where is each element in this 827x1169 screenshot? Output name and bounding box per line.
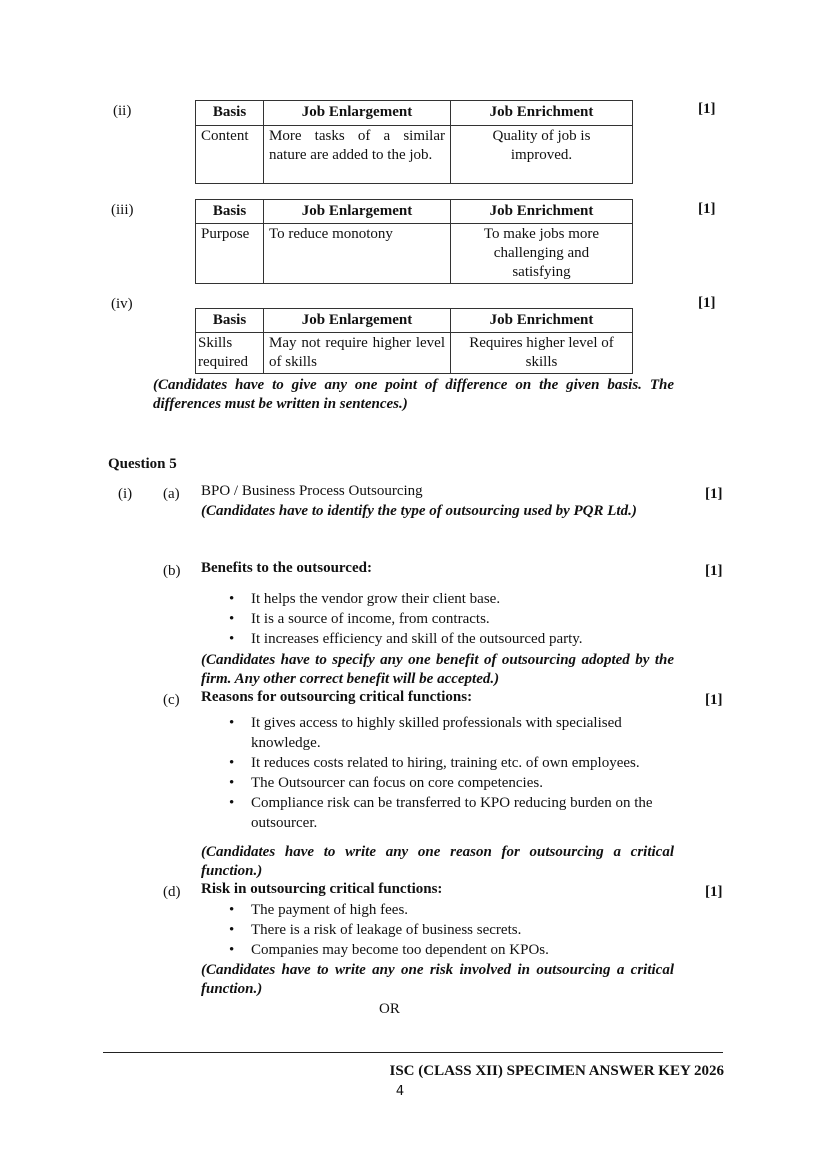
header-job-enlargement: Job Enlargement [264,200,451,224]
bullet-item: • There is a risk of leakage of business secrets. [227,920,677,940]
item-number: (iv) [111,296,133,312]
sub-label: (c) [163,692,180,708]
bullet-item: • The Outsourcer can focus on core competencies. [227,773,677,793]
candidate-note: (Candidates have to identify the type of outsourcing used by PQR Ltd.) [201,503,637,519]
cell-enrichment: Quality of job is improved. [451,126,633,184]
sub-label: (a) [163,486,180,502]
candidate-note: (Candidates have to specify any one benefit of outsourcing adopted by the firm. Any other correct benefit will be accepted.) [201,652,674,687]
bullet-item: • It increases efficiency and skill of the outsourced party. [227,629,677,649]
comparison-table-skills [195,308,633,374]
candidate-note: (Candidates have to write any one risk involved in outsourcing a critical function.) [201,962,674,997]
section-heading: Risk in outsourcing critical functions: [201,881,443,897]
bullet-item: • It gives access to highly skilled professionals with specialised knowledge. [227,713,677,753]
marks: [1] [705,563,723,579]
section-heading: Reasons for outsourcing critical functions: [201,689,473,705]
header-basis: Basis [196,200,264,224]
candidate-note: (Candidates have to give any one point of difference on the given basis. The differences must be written in sentences.) [153,377,674,412]
bullet-item: • The payment of high fees. [227,900,677,920]
cell-enlargement: More tasks of a similar nature are added to the job. [264,126,451,184]
sub-label: (b) [163,563,181,579]
bullet-list [227,900,677,960]
answer-text: BPO / Business Process Outsourcing [201,483,423,499]
footer-title: ISC (CLASS XII) SPECIMEN ANSWER KEY 2026 [389,1063,724,1079]
candidate-note: (Candidates have to write any one reason for outsourcing a critical function.) [201,844,674,879]
cell-enlargement: To reduce monotony [264,224,451,284]
marks: [1] [698,101,716,117]
header-job-enrichment: Job Enrichment [451,309,633,333]
header-basis: Basis [196,309,264,333]
comparison-table-purpose [195,199,633,284]
bullet-item: • It reduces costs related to hiring, training etc. of own employees. [227,753,677,773]
header-job-enlargement: Job Enlargement [264,309,451,333]
comparison-table-content [195,100,633,184]
bullet-item: • Compliance risk can be transferred to KPO reducing burden on the outsourcer. [227,793,677,833]
page-number: 4 [395,1084,405,1099]
marks: [1] [698,295,716,311]
cell-enlargement: May not require higher level of skills [264,333,451,374]
item-number: (iii) [111,202,134,218]
cell-enrichment: Requires higher level of skills [451,333,633,374]
cell-enrichment: To make jobs more challenging and satisfying [451,224,633,284]
cell-basis: Purpose [196,224,264,284]
or-separator: OR [379,1001,400,1017]
header-basis: Basis [196,101,264,126]
part-number: (i) [118,486,133,502]
marks: [1] [705,486,723,502]
marks: [1] [705,884,723,900]
item-number: (ii) [113,103,132,119]
footer-rule [103,1052,723,1053]
bullet-item: • Companies may become too dependent on KPOs. [227,940,677,960]
header-job-enrichment: Job Enrichment [451,101,633,126]
bullet-item: • It is a source of income, from contracts. [227,609,677,629]
question-title: Question 5 [108,456,177,472]
section-heading: Benefits to the outsourced: [201,560,372,576]
cell-basis: Content [196,126,264,184]
header-job-enlargement: Job Enlargement [264,101,451,126]
cell-basis: Skills required [196,333,264,374]
marks: [1] [705,692,723,708]
sub-label: (d) [163,884,181,900]
bullet-list [227,713,677,833]
bullet-item: • It helps the vendor grow their client base. [227,589,677,609]
marks: [1] [698,201,716,217]
header-job-enrichment: Job Enrichment [451,200,633,224]
bullet-list [227,589,677,649]
